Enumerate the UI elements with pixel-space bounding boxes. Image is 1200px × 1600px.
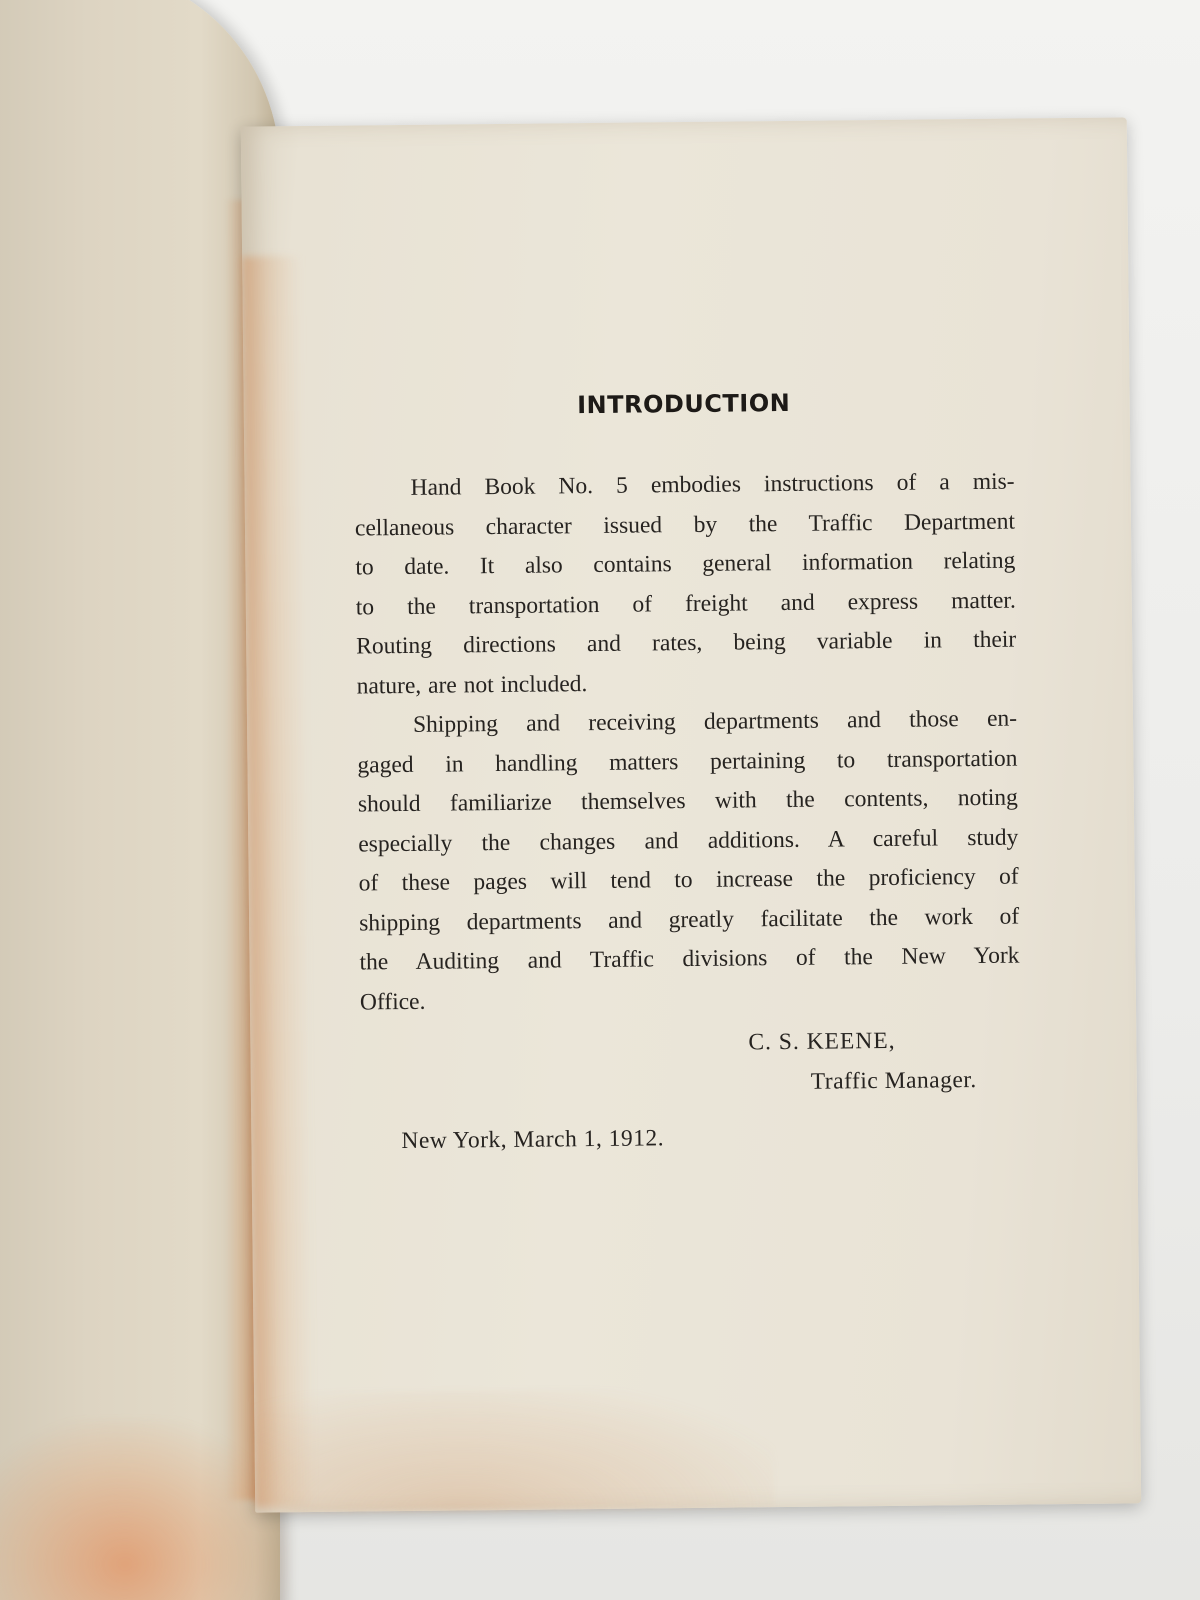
right-page-edge-stain: [242, 256, 315, 1507]
paragraph-1-line: to the transportation of freight and express matter.: [355, 587, 1016, 620]
paragraph-1-line: to date. It also contains general information relating: [355, 547, 1016, 581]
paragraph-1: [354, 463, 1016, 707]
paragraph-2-line: of these pages will tend to increase the proficiency of: [358, 863, 1019, 897]
paragraph-2-line: Shipping and receiving departments and those en-: [412, 705, 1018, 738]
page-content: [354, 387, 1022, 1156]
signature-title: Traffic Manager.: [810, 1067, 977, 1095]
signature-block: [360, 1020, 1021, 1107]
left-page-bottom-stain: [0, 1420, 290, 1600]
paragraph-1-line: cellaneous character issued by the Traffic Department: [354, 508, 1016, 542]
page-heading: INTRODUCTION: [577, 388, 791, 420]
paragraph-2-line: shipping departments and greatly facilitate the work of: [358, 903, 1020, 936]
signature-name: C. S. KEENE,: [748, 1027, 896, 1056]
paragraph-2-line: gaged in handling matters pertaining to transportation: [357, 745, 1018, 778]
right-page-bottom-stain: [254, 1387, 775, 1512]
dateline: New York, March 1, 1912.: [401, 1125, 665, 1155]
paragraph-1-line: Hand Book No. 5 embodies instructions of a mis-: [410, 468, 1015, 501]
paragraph-2-line: the Auditing and Traffic divisions of the New York: [359, 942, 1020, 976]
paragraph-2-line: should familiarize themselves with the contents, noting: [357, 784, 1018, 818]
paragraph-1-line: nature, are not included.: [356, 670, 588, 699]
paragraph-1-line: Routing directions and rates, being variable in their: [356, 626, 1017, 660]
paragraph-2-line: especially the changes and additions. A careful study: [358, 824, 1019, 857]
paragraph-2-line: Office.: [359, 988, 426, 1015]
paragraph-2: [357, 700, 1020, 1023]
right-page: [241, 117, 1141, 1512]
